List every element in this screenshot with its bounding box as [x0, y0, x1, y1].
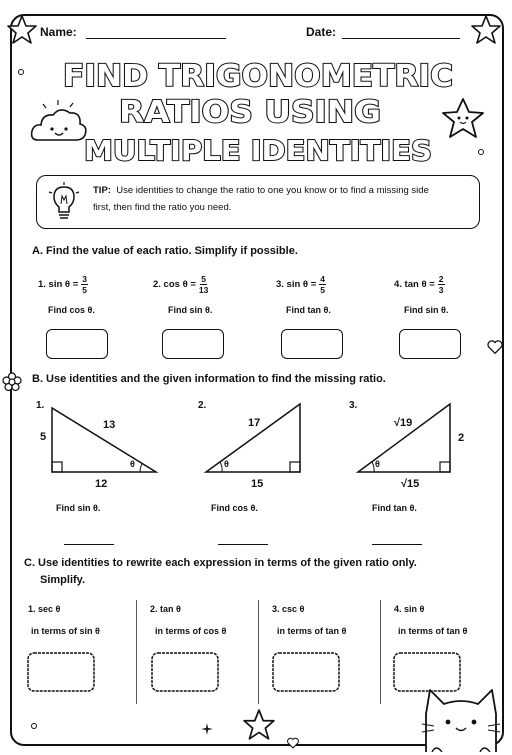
- answer-box-a4[interactable]: [399, 329, 461, 359]
- expr-c2: 2. tan θ: [150, 604, 181, 614]
- section-a-heading: A. Find the value of each ratio. Simplify if possible.: [32, 245, 298, 257]
- triangle-1-side-a: 5: [40, 431, 47, 443]
- section-c-heading: C. Use identities to rewrite each expression in terms of the given ratio only.: [24, 557, 417, 569]
- heart-icon: [486, 338, 504, 356]
- question-a3: [276, 274, 326, 295]
- denominator: 13: [198, 285, 209, 295]
- find-a1: Find cos θ.: [48, 305, 95, 315]
- cloud-icon: [28, 100, 92, 150]
- fraction: [81, 274, 88, 295]
- answer-box-c2[interactable]: [150, 651, 220, 693]
- tip-line-2: first, then find the ratio you need.: [93, 202, 232, 213]
- question-a1: [38, 274, 88, 295]
- answer-line-b2[interactable]: [218, 544, 268, 545]
- answer-box-c3[interactable]: [271, 651, 341, 693]
- denominator: 5: [82, 285, 87, 295]
- column-divider: [136, 600, 137, 704]
- triangle-3-side-c: √15: [401, 478, 420, 490]
- answer-box-a2[interactable]: [162, 329, 224, 359]
- question-a4-prefix: 4. tan θ =: [394, 279, 435, 290]
- answer-box-a1[interactable]: [46, 329, 108, 359]
- smiling-star-icon: [438, 96, 488, 142]
- triangle-1-side-b: 13: [103, 419, 116, 431]
- find-a3: Find tan θ.: [286, 305, 331, 315]
- numerator: 5: [201, 274, 206, 284]
- date-field[interactable]: [342, 38, 460, 39]
- triangle-1-number: 1.: [36, 400, 45, 411]
- find-a4: Find sin θ.: [404, 305, 449, 315]
- lightbulb-icon: [47, 182, 81, 222]
- terms-c3: in terms of tan θ: [277, 626, 347, 636]
- triangle-2-number: 2.: [198, 400, 207, 411]
- numerator: 3: [82, 274, 87, 284]
- section-c-subheading: Simplify.: [40, 574, 86, 586]
- find-a2: Find sin θ.: [168, 305, 213, 315]
- triangle-3-angle: θ: [375, 459, 380, 469]
- star-icon: [470, 14, 502, 46]
- answer-line-b1[interactable]: [64, 544, 114, 545]
- heart-icon: [286, 736, 300, 750]
- question-a1-prefix: 1. sin θ =: [38, 279, 79, 290]
- triangle-2-angle: θ: [224, 459, 229, 469]
- title-line-3: MULTIPLE IDENTITIES: [84, 134, 432, 167]
- title-line-2: RATIOS USING: [119, 95, 381, 130]
- triangle-1: [40, 400, 165, 480]
- title-line-1: FIND TRIGONOMETRIC: [63, 59, 454, 94]
- triangle-1-side-c: 12: [95, 478, 108, 490]
- tip-box: [36, 175, 480, 229]
- question-a3-prefix: 3. sin θ =: [276, 279, 317, 290]
- star-icon: [6, 14, 38, 46]
- question-a2-prefix: 2. cos θ =: [153, 279, 196, 290]
- tip-text: [93, 182, 473, 216]
- triangle-1-angle: θ: [130, 459, 135, 469]
- numerator: 4: [320, 274, 325, 284]
- flower-icon: [2, 372, 22, 392]
- expr-c1: 1. sec θ: [28, 604, 61, 614]
- expr-c3: 3. csc θ: [272, 604, 305, 614]
- triangle-3: [350, 400, 460, 480]
- question-a4: [394, 274, 445, 295]
- cat-icon: [418, 684, 504, 752]
- answer-box-c1[interactable]: [26, 651, 96, 693]
- sparkle-icon: [200, 722, 214, 736]
- answer-line-b3[interactable]: [372, 544, 422, 545]
- terms-c1: in terms of sin θ: [31, 626, 100, 636]
- triangle-3-number: 3.: [349, 400, 358, 411]
- triangle-3-side-b: 2: [458, 432, 465, 444]
- numerator: 2: [438, 274, 444, 284]
- terms-c2: in terms of cos θ: [155, 626, 227, 636]
- date-label: Date:: [306, 25, 337, 39]
- question-a2: [153, 274, 208, 295]
- fraction: [199, 274, 208, 295]
- column-divider: [380, 600, 381, 704]
- name-label: Name:: [40, 25, 77, 39]
- tip-label: TIP:: [93, 185, 111, 196]
- star-icon: [242, 708, 276, 742]
- expr-c4: 4. sin θ: [394, 604, 425, 614]
- find-b1: Find sin θ.: [56, 503, 101, 513]
- fraction: [319, 274, 326, 295]
- section-b-heading: B. Use identities and the given information to find the missing ratio.: [32, 373, 386, 385]
- denominator: 3: [438, 285, 444, 295]
- triangle-2: [200, 400, 310, 480]
- triangle-2-side-b: 15: [251, 478, 264, 490]
- dot-icon: [30, 722, 38, 730]
- triangle-2-side-a: 17: [248, 417, 261, 429]
- fraction: [438, 274, 445, 295]
- terms-c4: in terms of tan θ: [398, 626, 468, 636]
- find-b3: Find tan θ.: [372, 503, 417, 513]
- name-field[interactable]: [86, 38, 226, 39]
- find-b2: Find cos θ.: [211, 503, 258, 513]
- tip-line-1: Use identities to change the ratio to one you know or to find a missing side: [116, 185, 429, 196]
- denominator: 5: [320, 285, 325, 295]
- column-divider: [258, 600, 259, 704]
- triangle-3-side-a: √19: [394, 417, 413, 429]
- answer-box-a3[interactable]: [281, 329, 343, 359]
